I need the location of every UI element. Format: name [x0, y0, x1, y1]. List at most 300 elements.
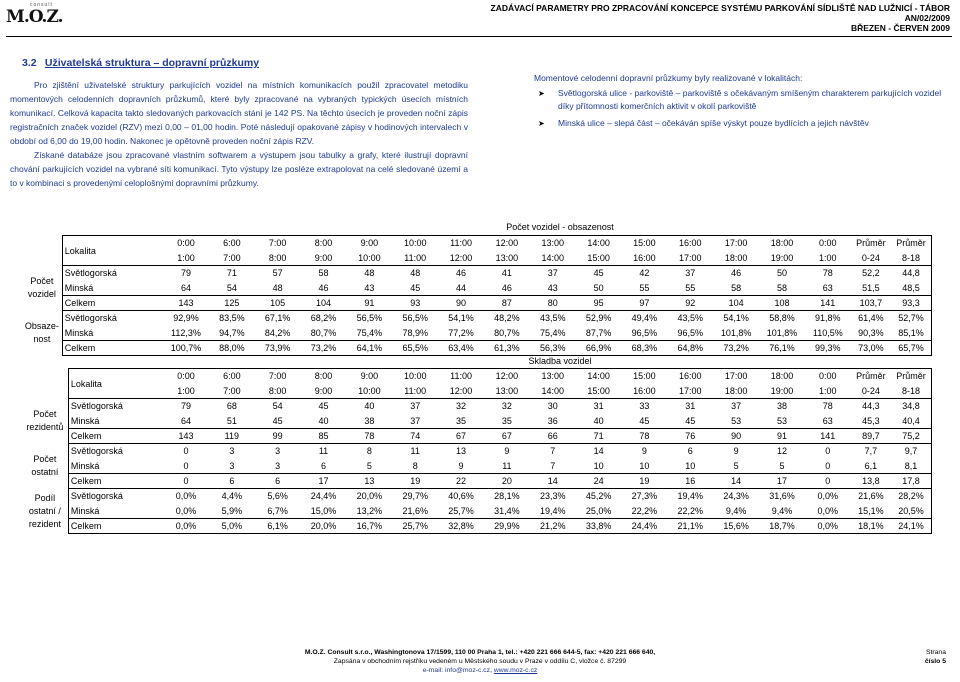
table-cell: 22,2% — [631, 505, 658, 516]
column-header-time-to: 8:00 — [255, 251, 301, 266]
table-cell-avg: 51,5 — [862, 282, 880, 293]
table2-title: Skladba vozidel — [528, 356, 592, 366]
table-cell: 58,8% — [759, 311, 805, 326]
column-header-time-from: 18:00 — [759, 369, 805, 384]
column-header-time-to: 19:00 — [759, 251, 805, 266]
table-cell: 48 — [346, 266, 392, 281]
table-cell: 33,8% — [576, 519, 622, 534]
row-group-label: Podíl ostatní / rezident — [28, 492, 61, 529]
row-group-label: Počet ostatní — [31, 454, 59, 477]
table-row — [22, 489, 932, 504]
table-cell: 0 — [183, 460, 189, 471]
column-header-time-from: 0:00 — [163, 369, 209, 384]
table-cell-avg: 13,8 — [851, 474, 891, 489]
table-cell: 58 — [301, 266, 347, 281]
table-cell-avg: 20,5% — [891, 504, 931, 519]
table-cell: 42 — [622, 266, 668, 281]
column-header-time-to: 11:00 — [392, 251, 438, 266]
column-header-time-from: 16:00 — [667, 369, 713, 384]
column-header-time-from: 9:00 — [346, 369, 392, 384]
table-cell-avg: 24,1% — [891, 519, 931, 534]
table-cell: 11 — [392, 444, 438, 459]
header-title: ZADÁVACÍ PARAMETRY PRO ZPRACOVÁNÍ KONCEPCE SYSTÉMU PARKOVÁNÍ SÍDLIŠTĚ NAD LUŽNICÍ - TÁBOR — [490, 3, 950, 13]
table-cell: 6 — [321, 460, 327, 471]
row-group-label: Počet vozidel — [27, 276, 56, 299]
table-cell: 46 — [438, 266, 484, 281]
section-title: Uživatelská struktura – dopravní průzkumy — [44, 57, 260, 69]
table-cell: 101,8% — [766, 327, 798, 338]
table-cell: 0,0% — [163, 519, 209, 534]
column-header-time-to: 11:00 — [392, 384, 438, 399]
table-cell: 112,3% — [171, 327, 201, 338]
table-cell: 3 — [255, 444, 301, 459]
column-header-time-to: 12:00 — [438, 384, 484, 399]
column-header-time-from: 12:00 — [484, 236, 530, 251]
table-cell: 64 — [180, 415, 191, 426]
column-header-avg: Průměr — [851, 236, 891, 251]
column-header-time-to: 14:00 — [530, 251, 576, 266]
row-group-label: Obsaze- nost — [24, 321, 59, 344]
table-cell: 88,0% — [209, 341, 255, 356]
table-row — [22, 311, 932, 326]
table-cell: 45 — [301, 399, 347, 414]
table-cell-avg: 90,3% — [858, 327, 884, 338]
column-header-time-to: 9:00 — [301, 251, 347, 266]
table-cell: 67,1% — [255, 311, 301, 326]
column-header-time-to: 9:00 — [301, 384, 347, 399]
table-cell: 43 — [364, 282, 375, 293]
occupancy-table — [22, 235, 932, 356]
table-cell: 31 — [576, 399, 622, 414]
table-cell: 32 — [438, 399, 484, 414]
column-header-time-to: 17:00 — [667, 251, 713, 266]
corner-cell — [22, 384, 68, 399]
table-cell: 6,7% — [267, 505, 288, 516]
table-cell: 64,8% — [667, 341, 713, 356]
column-header-time-to: 1:00 — [163, 251, 209, 266]
table-cell: 87 — [484, 296, 530, 311]
table-cell: 79 — [163, 399, 209, 414]
table-cell: 0,0% — [817, 505, 839, 516]
column-header-time-from: 13:00 — [530, 236, 576, 251]
table-cell-avg: 48,5 — [891, 281, 931, 296]
table-cell: 44 — [456, 282, 467, 293]
page-number: číslo 5 — [924, 658, 946, 665]
table-row — [22, 459, 932, 474]
table-cell: 3 — [275, 460, 281, 471]
table-cell: 90 — [438, 296, 484, 311]
table-cell: 27,3% — [622, 489, 668, 504]
table-cell: 45 — [272, 415, 283, 426]
row-label: Minská — [62, 326, 163, 341]
table-cell: 11 — [301, 444, 347, 459]
table-cell: 6 — [209, 474, 255, 489]
table-cell: 73,2% — [713, 341, 759, 356]
header-divider — [6, 36, 952, 37]
table-cell: 32 — [484, 399, 530, 414]
table-cell: 90 — [713, 429, 759, 444]
table-cell: 10 — [639, 460, 650, 471]
column-header-time-from: 16:00 — [667, 236, 713, 251]
row-label: Celkem — [62, 296, 163, 311]
table-cell: 77,2% — [448, 327, 474, 338]
table-cell: 48 — [392, 266, 438, 281]
column-header-time-from: 17:00 — [713, 369, 759, 384]
table-cell-avg: 8,1 — [891, 459, 931, 474]
table-cell: 9,4% — [771, 505, 793, 516]
column-header-time-from: 10:00 — [392, 236, 438, 251]
corner-cell — [22, 236, 62, 251]
table-cell: 46 — [713, 266, 759, 281]
locations-text — [534, 72, 950, 133]
row-label: Minská — [62, 281, 163, 296]
column-header-time-to: 10:00 — [346, 251, 392, 266]
table-cell: 91 — [346, 296, 392, 311]
table-cell: 96,5% — [677, 327, 704, 338]
table-cell: 29,7% — [392, 489, 438, 504]
table-cell: 48,2% — [484, 311, 530, 326]
table-cell-avg: 40,4 — [891, 414, 931, 429]
table-cell: 68,2% — [301, 311, 347, 326]
table-row — [22, 429, 932, 444]
table-cell: 24,4% — [301, 489, 347, 504]
table-cell: 0 — [825, 460, 831, 471]
table-cell: 29,9% — [484, 519, 530, 534]
section-heading — [22, 57, 259, 69]
table-cell: 19,4% — [667, 489, 713, 504]
table-cell-avg: 9,7 — [891, 444, 931, 459]
table-row — [22, 326, 932, 341]
column-header-time-from: 14:00 — [576, 236, 622, 251]
table-cell: 65,5% — [392, 341, 438, 356]
table-cell: 0 — [163, 444, 209, 459]
table-cell: 5 — [366, 460, 372, 471]
column-header-time-from: 11:00 — [438, 369, 484, 384]
column-header-time-from: 0:00 — [805, 369, 851, 384]
table-cell: 0 — [163, 474, 209, 489]
column-header-time-from: 7:00 — [255, 369, 301, 384]
table-cell: 66,9% — [576, 341, 622, 356]
table-cell-avg: 6,1 — [864, 460, 878, 471]
table-cell: 21,1% — [667, 519, 713, 534]
page-label: Strana — [925, 649, 946, 656]
table-cell: 56,5% — [346, 311, 392, 326]
table-cell: 97 — [622, 296, 668, 311]
column-header-time-to: 14:00 — [530, 384, 576, 399]
table-cell-avg: 7,7 — [851, 444, 891, 459]
table-cell-avg: 15,1% — [858, 505, 884, 516]
table-cell-avg: 17,8 — [891, 474, 931, 489]
table-cell-avg: 45,3 — [862, 415, 880, 426]
table-cell: 8 — [346, 444, 392, 459]
table-cell: 67 — [438, 429, 484, 444]
table-cell: 31,4% — [494, 505, 520, 516]
table-cell: 48 — [272, 282, 283, 293]
table-row — [22, 414, 932, 429]
column-header-time-to: 15:00 — [576, 251, 622, 266]
table-cell: 45 — [685, 415, 696, 426]
table-row — [22, 341, 932, 356]
table-cell: 43,5% — [667, 311, 713, 326]
table-cell: 58 — [731, 282, 742, 293]
table-cell: 24,3% — [713, 489, 759, 504]
table-cell: 28,1% — [484, 489, 530, 504]
column-header-time-to: 16:00 — [622, 384, 668, 399]
company-logo — [6, 2, 63, 27]
column-header-time-to: 15:00 — [576, 384, 622, 399]
table-cell: 37 — [410, 415, 421, 426]
row-label: Celkem — [68, 429, 163, 444]
list-item: ➤ Světlogorská ulice - parkoviště – parkoviště s očekávaným smíšeným charakterem parkujících vozidel díky přítomnosti komerčních aktivit v okolí parkoviště — [538, 87, 942, 111]
table-cell: 73,9% — [255, 341, 301, 356]
intro-text — [10, 78, 468, 190]
table-cell: 13 — [438, 444, 484, 459]
table-cell-avg: 103,7 — [851, 296, 891, 311]
header-date: BŘEZEN - ČERVEN 2009 — [850, 23, 950, 33]
table-cell: 143 — [163, 429, 209, 444]
section-number: 3.2 — [22, 57, 37, 69]
table-cell: 64,1% — [346, 341, 392, 356]
column-header-time-to: 12:00 — [438, 251, 484, 266]
logo-consult-text: consult — [30, 2, 53, 8]
table-cell-avg: 75,2 — [891, 429, 931, 444]
table-cell: 40 — [346, 399, 392, 414]
table-cell: 37 — [530, 266, 576, 281]
table-cell: 66 — [530, 429, 576, 444]
footer-address: M.O.Z. Consult s.r.o., Washingtonova 17/1599, 110 00 Praha 1, tel.: +420 221 666 644-5, fax: +420 221 666 640, — [304, 649, 656, 656]
table-cell: 10 — [593, 460, 604, 471]
table-cell: 16,7% — [346, 519, 392, 534]
page-info — [925, 648, 946, 666]
table-cell: 8 — [412, 460, 418, 471]
table-cell: 19,4% — [539, 505, 566, 516]
row-label: Minská — [68, 504, 163, 519]
table-cell: 94,7% — [219, 327, 245, 338]
table-cell: 54,1% — [713, 311, 759, 326]
row-label: Světlogorská — [62, 266, 163, 281]
table-cell: 30 — [530, 399, 576, 414]
table1-title: Počet vozidel - obsazenost — [506, 222, 614, 232]
table-cell: 21,6% — [402, 505, 428, 516]
table-cell: 78 — [805, 266, 851, 281]
table-cell: 40,6% — [438, 489, 484, 504]
table-cell-avg: 61,4% — [851, 311, 891, 326]
table-cell: 61,3% — [484, 341, 530, 356]
column-header-time-from: 8:00 — [301, 236, 347, 251]
column-header-avg-range: 8-18 — [891, 251, 931, 266]
table-cell: 56,5% — [392, 311, 438, 326]
intro-paragraph-1: Pro zjištění uživatelské struktury parkujících vozidel na místních komunikacích použil zpracovatel metodiku momentových celodenních dopravních průzkumů, které byly zpracované na vybraných typických úsecích místních komunikací. Celková kapacita takto sledovaných parkovacích stání je 142 PS. Na těchto úsecích je proveden noční zápis registračních značek vozidel (RZV) mezi 0,00 – 01,00 hodin. Poté následují opakované zápisy v hodinových intervalech v období od 6,00 do 19,00 hodin. Nakonec je opětovně proveden noční zápis RZV. — [10, 80, 468, 146]
email-link[interactable]: info@moz-c.cz — [445, 667, 491, 674]
table-cell: 91,8% — [805, 311, 851, 326]
column-header-time-from: 18:00 — [759, 236, 805, 251]
column-header-time-from: 7:00 — [255, 236, 301, 251]
table-cell: 0,0% — [175, 505, 197, 516]
row-label: Světlogorská — [68, 444, 163, 459]
table-cell: 43,5% — [530, 311, 576, 326]
column-header-time-from: 8:00 — [301, 369, 347, 384]
table-cell: 57 — [255, 266, 301, 281]
table-cell: 99,3% — [805, 341, 851, 356]
table-cell: 83,5% — [209, 311, 255, 326]
table-cell: 104 — [713, 296, 759, 311]
table-cell: 25,7% — [392, 519, 438, 534]
table-cell-avg: 85,1% — [891, 326, 931, 341]
table-cell: 17 — [759, 474, 805, 489]
table-cell: 76 — [667, 429, 713, 444]
table-cell-avg: 44,3 — [851, 399, 891, 414]
table-cell: 78 — [622, 429, 668, 444]
table-cell: 36 — [547, 415, 558, 426]
vehicle-composition-table — [22, 368, 932, 534]
column-header-time-to: 19:00 — [759, 384, 805, 399]
table-cell: 96,5% — [631, 327, 658, 338]
column-header-time-to: 7:00 — [209, 251, 255, 266]
table-cell: 33 — [622, 399, 668, 414]
table-cell: 9 — [458, 460, 464, 471]
table-cell: 7 — [530, 444, 576, 459]
table-cell: 63,4% — [438, 341, 484, 356]
table-cell: 37 — [392, 399, 438, 414]
column-header-time-from: 11:00 — [438, 236, 484, 251]
table-cell-avg: 34,8 — [891, 399, 931, 414]
table-row — [22, 281, 932, 296]
table-cell: 143 — [163, 296, 209, 311]
table-cell: 9 — [622, 444, 668, 459]
table-cell: 20,0% — [301, 519, 347, 534]
row-label: Světlogorská — [68, 489, 163, 504]
table-cell: 46 — [501, 282, 512, 293]
table-row — [22, 504, 932, 519]
table-cell: 3 — [209, 444, 255, 459]
table-cell: 45 — [576, 266, 622, 281]
column-header-time-to: 1:00 — [805, 384, 851, 399]
table-cell: 73,2% — [301, 341, 347, 356]
table-cell: 22,2% — [677, 505, 704, 516]
header-code: AN/02/2009 — [904, 13, 950, 23]
table-cell: 63 — [822, 415, 833, 426]
table-cell: 20,0% — [346, 489, 392, 504]
table-cell: 125 — [209, 296, 255, 311]
locations-lead: Momentové celodenní dopravní průzkumy byly realizované v lokalitách: — [534, 73, 803, 83]
table-cell: 108 — [759, 296, 805, 311]
table-cell: 110,5% — [812, 327, 843, 338]
row-label: Minská — [68, 459, 163, 474]
table-row — [22, 399, 932, 414]
table-cell: 5 — [733, 460, 739, 471]
table-cell: 79 — [163, 266, 209, 281]
row-label: Celkem — [68, 474, 163, 489]
column-header-avg: Průměr — [851, 369, 891, 384]
table-row — [22, 519, 932, 534]
table-cell: 45 — [410, 282, 421, 293]
column-header-time-from: 12:00 — [484, 369, 530, 384]
table-cell: 67 — [484, 429, 530, 444]
row-label: Celkem — [68, 519, 163, 534]
table-cell: 37 — [667, 266, 713, 281]
table-cell: 80 — [530, 296, 576, 311]
table-cell: 0,0% — [805, 489, 851, 504]
footer-register: Zapsána v obchodním rejstříku vedeném u Městského soudu v Praze v oddílu C, vložce č. 87299 — [333, 658, 627, 665]
table-cell: 9 — [484, 444, 530, 459]
list-item: ➤ Minská ulice – slepá část – očekáván spíše výskyt pouze bydlících a jejich návštěv — [534, 117, 950, 131]
table-cell: 51 — [226, 415, 237, 426]
column-header-time-from: 15:00 — [622, 236, 668, 251]
table-cell: 76,1% — [759, 341, 805, 356]
table-cell-avg: 44,8 — [891, 266, 931, 281]
column-header-time-from: 13:00 — [530, 369, 576, 384]
table-cell: 9 — [713, 444, 759, 459]
table-cell: 0,0% — [163, 489, 209, 504]
table-cell: 20 — [484, 474, 530, 489]
table-cell: 14 — [530, 474, 576, 489]
column-header-time-from: 0:00 — [163, 236, 209, 251]
table-cell: 46 — [318, 282, 329, 293]
table-cell: 104 — [301, 296, 347, 311]
table-cell: 71 — [576, 429, 622, 444]
table-cell: 54,1% — [438, 311, 484, 326]
table-cell: 6 — [255, 474, 301, 489]
table-cell: 92 — [667, 296, 713, 311]
table-cell: 141 — [805, 429, 851, 444]
table-cell: 53 — [731, 415, 742, 426]
corner-cell — [22, 369, 68, 384]
table-cell: 37 — [713, 399, 759, 414]
table-cell: 7 — [550, 460, 556, 471]
table-cell: 54 — [255, 399, 301, 414]
table-cell-avg: 93,3 — [891, 296, 931, 311]
web-link[interactable]: www.moz-c.cz — [493, 667, 538, 674]
table-cell: 15,6% — [713, 519, 759, 534]
table-cell: 100,7% — [163, 341, 209, 356]
table-cell: 5,9% — [221, 505, 243, 516]
table-row — [22, 474, 932, 489]
table-cell-avg: 52,2 — [851, 266, 891, 281]
table-cell: 53 — [776, 415, 787, 426]
table-cell: 13 — [346, 474, 392, 489]
column-header-time-to: 16:00 — [622, 251, 668, 266]
column-header-time-to: 8:00 — [255, 384, 301, 399]
table-cell: 95 — [576, 296, 622, 311]
table-cell: 0,0% — [805, 519, 851, 534]
table-cell: 35 — [501, 415, 512, 426]
table-cell: 6,1% — [255, 519, 301, 534]
table-cell-avg: 65,7% — [891, 341, 931, 356]
column-header-time-to: 1:00 — [163, 384, 209, 399]
table-cell: 64 — [180, 282, 191, 293]
table-cell: 12 — [759, 444, 805, 459]
column-header-time-from: 17:00 — [713, 236, 759, 251]
table-cell: 40 — [593, 415, 604, 426]
table-cell: 4,4% — [209, 489, 255, 504]
row-label: Světlogorská — [68, 399, 163, 414]
row-group-label: Počet rezidentů — [26, 409, 64, 432]
table-cell: 25,7% — [448, 505, 474, 516]
footer-contacts: e-mail: info@moz-c.cz, www.moz-c.cz — [422, 667, 538, 674]
table-cell: 15,0% — [310, 505, 337, 516]
column-header-time-from: 15:00 — [622, 369, 668, 384]
table-cell: 80,7% — [494, 327, 520, 338]
column-header-time-to: 7:00 — [209, 384, 255, 399]
table-cell: 19 — [392, 474, 438, 489]
table-cell: 19 — [622, 474, 668, 489]
table-cell: 45 — [639, 415, 650, 426]
table-cell: 80,7% — [310, 327, 337, 338]
table-header-row — [22, 236, 932, 251]
column-header-time-from: 6:00 — [209, 236, 255, 251]
table-cell: 31,6% — [759, 489, 805, 504]
table-row — [22, 296, 932, 311]
